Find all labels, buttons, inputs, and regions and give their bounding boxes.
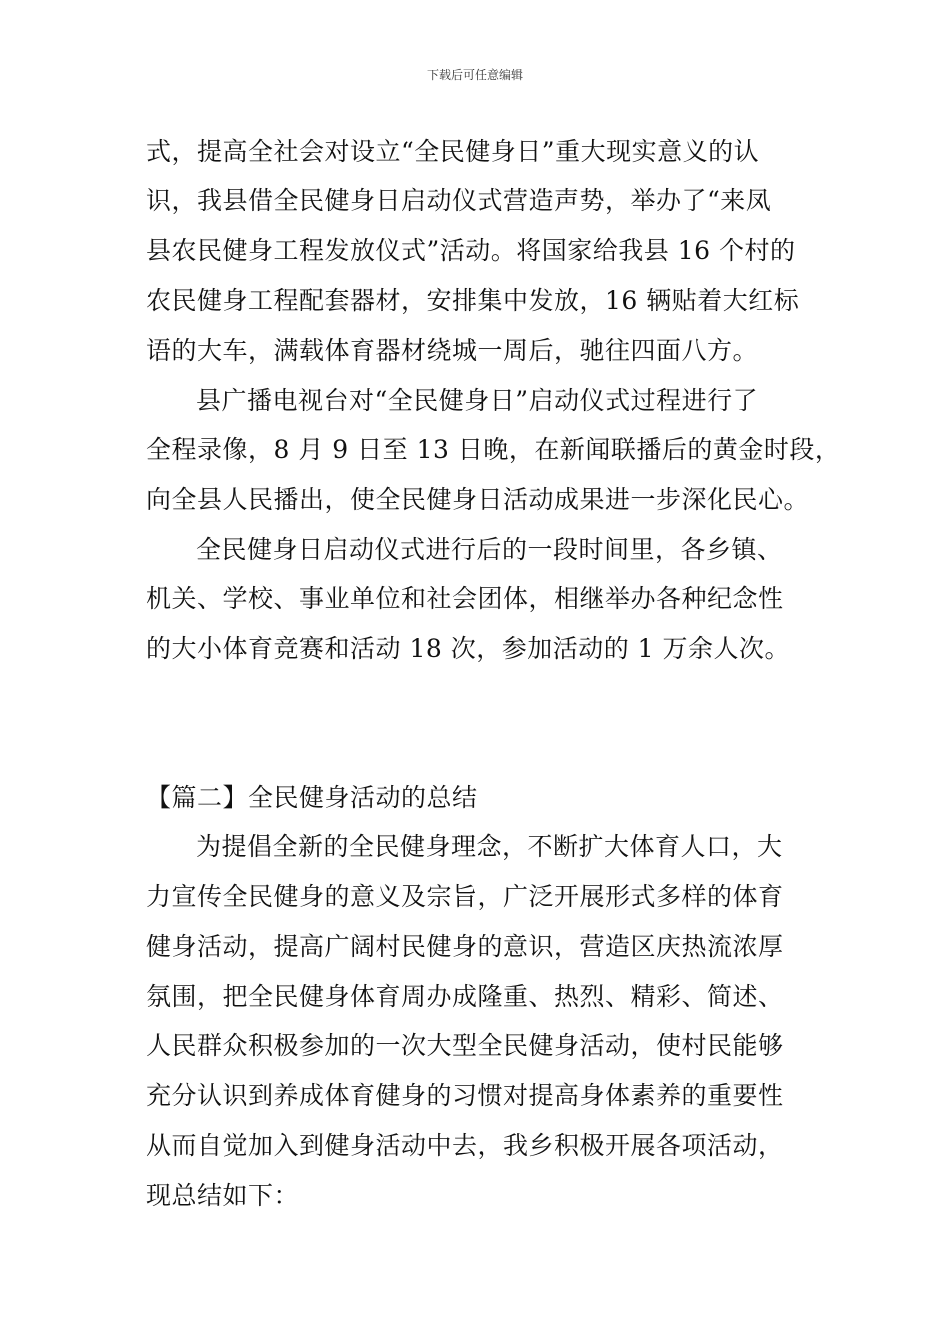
paragraph-line: 的大小体育竞赛和活动 18 次，参加活动的 1 万余人次。 [146,634,791,663]
paragraph-line: 从而自觉加入到健身活动中去，我乡积极开展各项活动， [146,1131,784,1160]
paragraph-line: 式，提高全社会对设立“全民健身日”重大现实意义的认 [146,137,760,166]
paragraph-line: 农民健身工程配套器材，安排集中发放，16 辆贴着大红标 [146,286,800,315]
paragraph-line: 现总结如下： [146,1181,300,1210]
paragraph-line: 氛围，把全民健身体育周办成隆重、热烈、精彩、简述、 [146,982,784,1011]
paragraph-line: 充分认识到养成体育健身的习惯对提高身体素养的重要性 [146,1081,784,1110]
paragraph-line: 语的大车，满载体育器材绕城一周后，驰往四面八方。 [146,336,759,365]
section-heading: 【篇二】全民健身活动的总结 [146,783,478,812]
paragraph-line: 为提倡全新的全民健身理念，不断扩大体育人口，大 [196,832,783,861]
paragraph-line: 识，我县借全民健身日启动仪式营造声势，举办了“来凤 [146,186,772,215]
page-header: 下载后可任意编辑 [426,68,523,82]
paragraph-line: 全民健身日启动仪式进行后的一段时间里，各乡镇、 [196,535,783,564]
paragraph-line: 健身活动，提高广阔村民健身的意识，营造区庆热流浓厚 [146,932,784,961]
paragraph-line: 县农民健身工程发放仪式”活动。将国家给我县 16 个村的 [146,236,796,265]
paragraph-line: 全程录像，8 月 9 日至 13 日晚，在新闻联播后的黄金时段， [146,435,841,464]
paragraph-line: 向全县人民播出，使全民健身日活动成果进一步深化民心。 [146,485,810,514]
paragraph-line: 机关、学校、事业单位和社会团体，相继举办各种纪念性 [146,584,784,613]
paragraph-line: 县广播电视台对“全民健身日”启动仪式过程进行了 [196,386,759,415]
paragraph-line: 力宣传全民健身的意义及宗旨，广泛开展形式多样的体育 [146,882,784,911]
paragraph-line: 人民群众积极参加的一次大型全民健身活动，使村民能够 [146,1031,784,1060]
